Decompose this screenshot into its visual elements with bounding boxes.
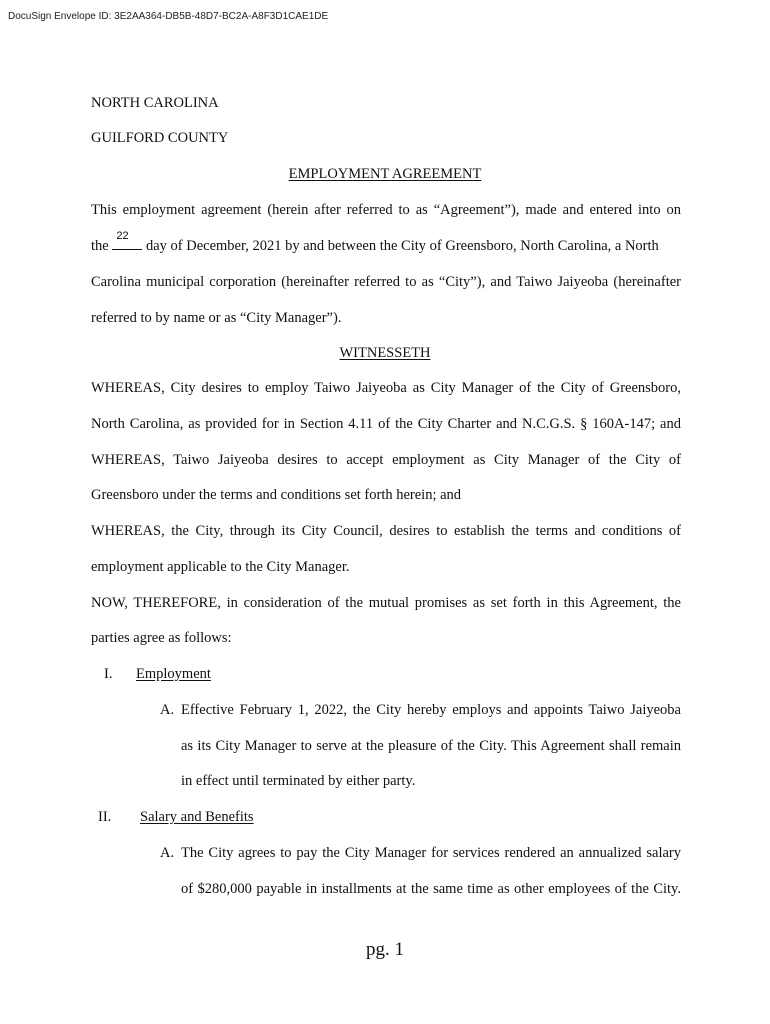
section-1-item-label: A. (160, 702, 175, 718)
section-1-item-line-1: Effective February 1, 2022, the City hereby employs and appoints Taiwo Jaiyeoba (181, 702, 681, 718)
day-blank-field[interactable] (112, 230, 142, 250)
intro-line-4: referred to by name or as “City Manager”). (91, 310, 342, 326)
intro-line-2 (91, 230, 659, 255)
section-1-numeral: I. (104, 666, 113, 682)
section-2-numeral: II. (98, 809, 112, 825)
recital-3-line-1: WHEREAS, the City, through its City Council, desires to establish the terms and conditions of (91, 523, 681, 539)
section-2-item-line-2: of $280,000 payable in installments at the same time as other employees of the City. (181, 881, 681, 897)
recital-1-line-1: WHEREAS, City desires to employ Taiwo Jaiyeoba as City Manager of the City of Greensboro, (91, 380, 681, 396)
section-2-item-line-1: The City agrees to pay the City Manager for services rendered an annualized salary (181, 845, 681, 861)
state-heading: NORTH CAROLINA (91, 95, 219, 111)
docusign-envelope-id: DocuSign Envelope ID: 3E2AA364-DB5B-48D7-BC2A-A8F3D1CAE1DE (8, 11, 329, 22)
section-2-item-label: A. (160, 845, 175, 861)
document-title: EMPLOYMENT AGREEMENT (288, 166, 482, 182)
recital-1-line-2: North Carolina, as provided for in Section 4.11 of the City Charter and N.C.G.S. § 160A-147; and (91, 416, 681, 432)
now-therefore-line-2: parties agree as follows: (91, 630, 232, 646)
now-therefore-line-1: NOW, THEREFORE, in consideration of the mutual promises as set forth in this Agreement, the (91, 595, 681, 611)
recital-2-line-2: Greensboro under the terms and conditions set forth herein; and (91, 487, 462, 503)
recital-3-line-2: employment applicable to the City Manager. (91, 559, 350, 575)
section-1-heading: Employment (136, 666, 211, 682)
intro-the: the (91, 238, 109, 254)
section-1-item-line-2: as its City Manager to serve at the pleasure of the City. This Agreement shall remain (181, 738, 681, 754)
section-1-item-line-3: in effect until terminated by either party. (181, 773, 416, 789)
section-2-heading: Salary and Benefits (140, 809, 254, 825)
intro-line-3: Carolina municipal corporation (hereinafter referred to as “City”), and Taiwo Jaiyeoba (hereinafter (91, 274, 681, 290)
recital-2-line-1: WHEREAS, Taiwo Jaiyeoba desires to accept employment as City Manager of the City of (91, 452, 681, 468)
county-heading: GUILFORD COUNTY (91, 130, 229, 146)
page-number: pg. 1 (366, 939, 404, 960)
intro-line-1: This employment agreement (herein after referred to as “Agreement”), made and entered into on (91, 202, 681, 218)
day-value: 22 (116, 230, 129, 242)
witnesseth-heading: WITNESSETH (339, 345, 431, 361)
intro-line-2-rest: day of December, 2021 by and between the City of Greensboro, North Carolina, a North (145, 238, 659, 254)
